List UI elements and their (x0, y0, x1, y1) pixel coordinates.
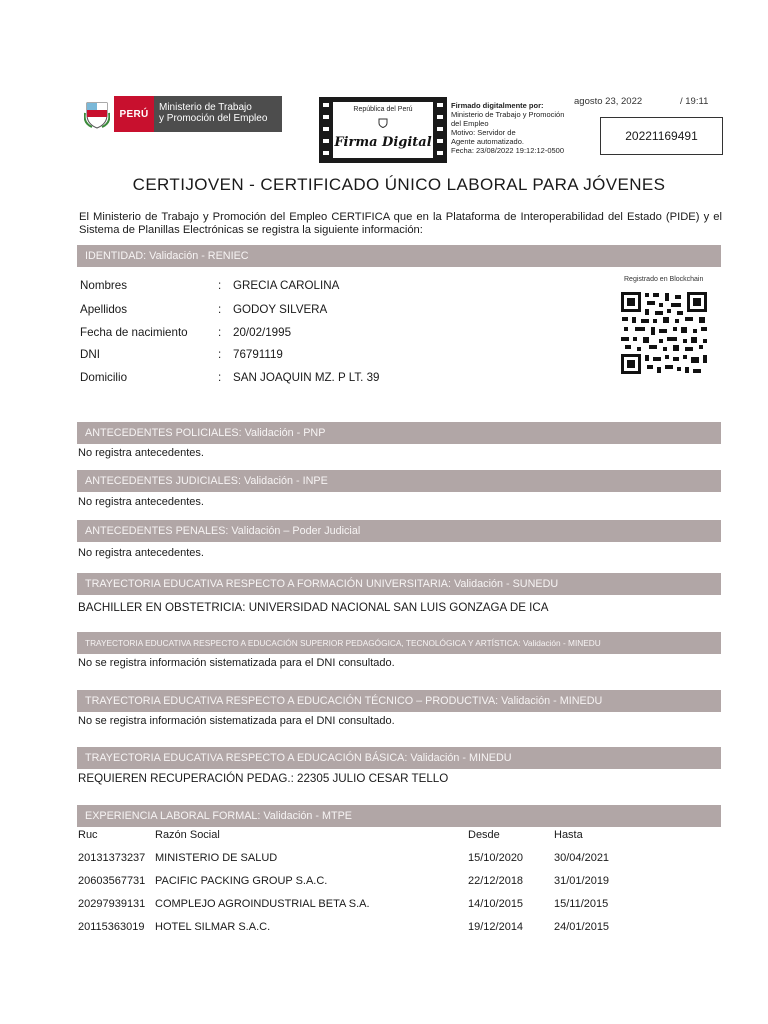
page-title: CERTIJOVEN - CERTIFICADO ÚNICO LABORAL PARA JÓVENES (132, 175, 666, 194)
table-row: 20131373237 MINISTERIO DE SALUD 15/10/2020 30/04/2021 (78, 852, 610, 864)
section-tecnico-header: TRAYECTORIA EDUCATIVA RESPECTO A EDUCACIÓN TÉCNICO – PRODUCTIVA: Validación - MINEDU (77, 690, 721, 712)
header-razon: Razón Social (155, 829, 220, 841)
table-row: 20603567731 PACIFIC PACKING GROUP S.A.C. 22/12/2018 31/01/2019 (78, 875, 610, 887)
digital-signature-stamp (319, 97, 447, 163)
section-pedagogica-header: TRAYECTORIA EDUCATIVA RESPECTO A EDUCACIÓN SUPERIOR PEDAGÓGICA, TECNOLÓGICA Y ARTÍSTICA: Validación - MINEDU (77, 632, 721, 654)
field-domicilio: Domicilio : SAN JOAQUIN MZ. P LT. 39 (80, 371, 380, 384)
header-desde: Desde (468, 829, 500, 841)
section-judiciales-content: No registra antecedentes. (78, 496, 204, 508)
field-fecha-nacimiento: Fecha de nacimiento : 20/02/1995 (80, 326, 292, 339)
field-dni: DNI : 76791119 (80, 348, 283, 361)
firma-digital-label: Firma Digital (334, 135, 432, 150)
section-identity-header: IDENTIDAD: Validación - RENIEC (77, 245, 721, 267)
blockchain-label: Registrado en Blockchain (624, 276, 704, 283)
section-basica-content: REQUIEREN RECUPERACIÓN PEDAG.: 22305 JULIO CESAR TELLO (78, 772, 449, 785)
qr-code-icon (619, 290, 709, 376)
header-hasta: Hasta (554, 829, 583, 841)
section-judiciales-header: ANTECEDENTES JUDICIALES: Validación - INPE (77, 470, 721, 492)
field-apellidos: Apellidos : GODOY SILVERA (80, 303, 328, 316)
section-pedagogica-content: No se registra información sistematizada para el DNI consultado. (78, 657, 395, 669)
section-penales-content: No registra antecedentes. (78, 547, 204, 559)
section-experiencia-header: EXPERIENCIA LABORAL FORMAL: Validación - MTPE (77, 805, 721, 827)
section-policiales-content: No registra antecedentes. (78, 447, 204, 459)
section-tecnico-content: No se registra información sistematizada para el DNI consultado. (78, 715, 395, 727)
field-nombres: Nombres : GRECIA CAROLINA (80, 279, 340, 292)
table-row: 20115363019 HOTEL SILMAR S.A.C. 19/12/2014 24/01/2015 (78, 921, 610, 933)
peru-label: PERÚ (114, 96, 154, 132)
ministry-logo (80, 96, 282, 132)
signature-info: Firmado digitalmente por: Ministerio de Trabajo y Promoción del Empleo Motivo: Servidor de Agente automatizado. Fecha: 23/08/2022 19:12:12-0500 (451, 101, 565, 155)
intro-text: El Ministerio de Trabajo y Promoción del Empleo CERTIFICA que en la Plataforma de Interoperabilidad del Estado (PIDE) y el Sistema de Planillas Electrónicas se registra la siguiente información: (79, 211, 722, 236)
firma-republica: República del Perú (353, 106, 413, 113)
section-policiales-header: ANTECEDENTES POLICIALES: Validación - PNP (77, 422, 721, 444)
certificate-number: 20221169491 (600, 117, 723, 155)
ministry-name: Ministerio de Trabajo y Promoción del Empleo (154, 96, 282, 132)
issue-date: agosto 23, 2022 (574, 96, 643, 107)
table-row: 20297939131 COMPLEJO AGROINDUSTRIAL BETA S.A. 14/10/2015 15/11/2015 (78, 898, 609, 910)
shield-icon (333, 115, 433, 125)
section-universitaria-content: BACHILLER EN OBSTETRICIA: UNIVERSIDAD NACIONAL SAN LUIS GONZAGA DE ICA (78, 601, 549, 614)
section-universitaria-header: TRAYECTORIA EDUCATIVA RESPECTO A FORMACIÓN UNIVERSITARIA: Validación - SUNEDU (77, 573, 721, 595)
issue-time: / 19:11 (680, 96, 709, 107)
header-ruc: Ruc (78, 829, 98, 841)
coat-of-arms-icon (80, 96, 114, 132)
section-basica-header: TRAYECTORIA EDUCATIVA RESPECTO A EDUCACIÓN BÁSICA: Validación - MINEDU (77, 747, 721, 769)
experience-table-header (78, 829, 638, 843)
section-penales-header: ANTECEDENTES PENALES: Validación – Poder Judicial (77, 520, 721, 542)
